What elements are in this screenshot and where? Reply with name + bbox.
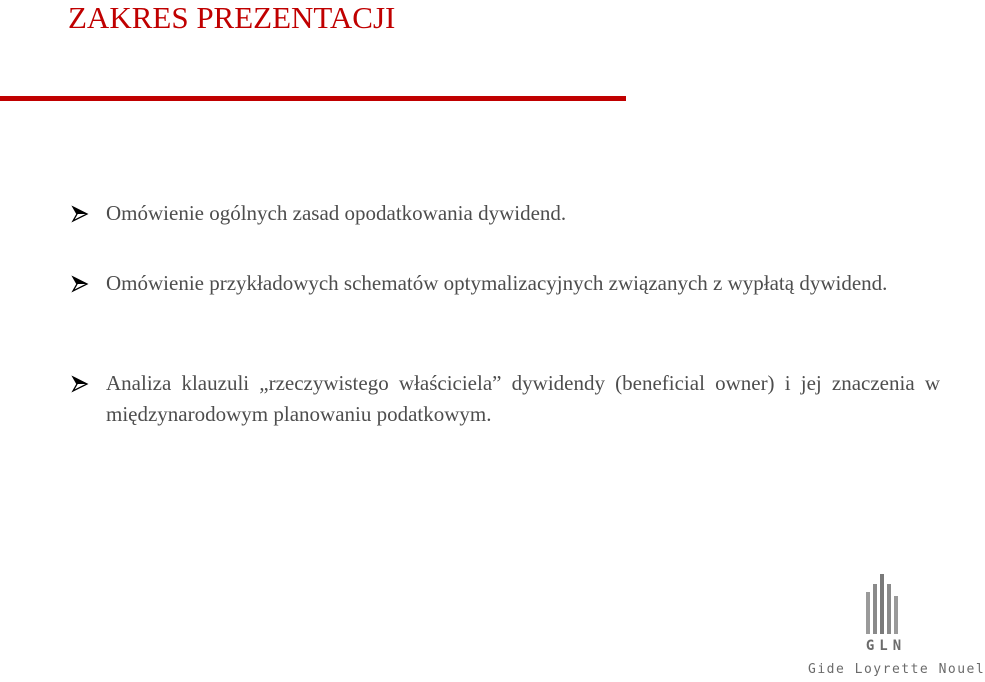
bullet-text: Omówienie przykładowych schematów optymalizacyjnych związanych z wypłatą dywidend. [106,271,888,295]
title-underline [0,96,626,101]
bullet-text: Omówienie ogólnych zasad opodatkowania dywidend. [106,201,567,225]
bullet-text: Analiza klauzuli „rzeczywistego właściciela” dywidendy (beneficial owner) i jej znaczenia w międzynarodowym planowaniu podatkowym. [106,371,940,426]
gln-logo-mark-icon [866,574,902,638]
arrowhead-bullet-icon [70,268,90,299]
arrowhead-bullet-icon [70,198,90,229]
slide-title: ZAKRES PREZENTACJI [68,0,396,35]
logo-company-name: Gide Loyrette Nouel [808,662,985,677]
list-item [70,368,940,430]
arrowhead-bullet-icon [70,368,90,399]
list-item [70,268,940,299]
logo-initials: GLN [865,638,907,654]
list-item [70,198,940,229]
company-logo [808,570,985,682]
